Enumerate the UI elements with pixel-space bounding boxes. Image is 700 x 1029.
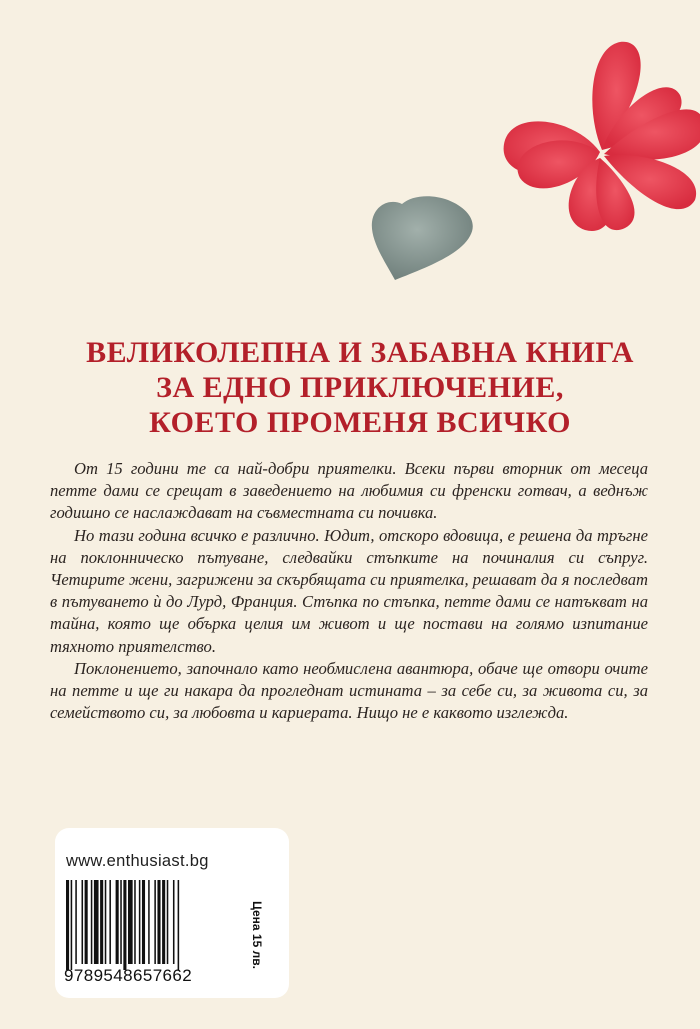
headline [80, 335, 640, 440]
barcode-icon [66, 880, 236, 970]
headline-line-2: ЗА ЕДНО ПРИКЛЮЧЕНИЕ, [156, 371, 564, 404]
blurb-paragraph-1: От 15 години те са най-добри приятелки. Всеки първи вторник от месеца петте дами се срещат в заведението на любимия си френски готвач, а веднъж годишно се наслаждават на съвместната си почивка. [50, 459, 648, 523]
headline-line-1: ВЕЛИКОЛЕПНА И ЗАБАВНА КНИГА [86, 336, 634, 369]
blurb-paragraph-2: Но тази година всичко е различно. Юдит, отскоро вдовица, е решена да тръгне на поклонническо пътуване, следвайки стъпките на починалия си съпруг. Четирите жени, загрижени за скърбящата си приятелка, решават да я последват в пътуването ѝ до Лурд, Франция. Стъпка по стъпка, петте дами се натъкват на тайна, която ще обърка целия им живот и ще постави на голямо изпитание тяхното приятелство. [50, 525, 648, 656]
headline-line-3: КОЕТО ПРОМЕНЯ ВСИЧКО [149, 406, 571, 439]
price-label: Цена 15 лв. [250, 901, 264, 969]
publisher-website: www.enthusiast.bg [66, 852, 209, 870]
book-blurb [50, 458, 648, 724]
blurb-paragraph-3: Поклонението, започнало като необмислена авантюра, обаче ще отвори очите на петте и ще ги накара да прогледнат истината – за себе си, за живота си, за семейството си, за любовта и кариерата. Нищо не е каквото изглежда. [50, 658, 648, 723]
price-label-wrap [242, 880, 272, 990]
gray-heart-icon [372, 196, 473, 280]
red-clover-icon [504, 42, 700, 231]
decoration [0, 0, 700, 300]
isbn-number: 9789548657662 [64, 966, 193, 985]
